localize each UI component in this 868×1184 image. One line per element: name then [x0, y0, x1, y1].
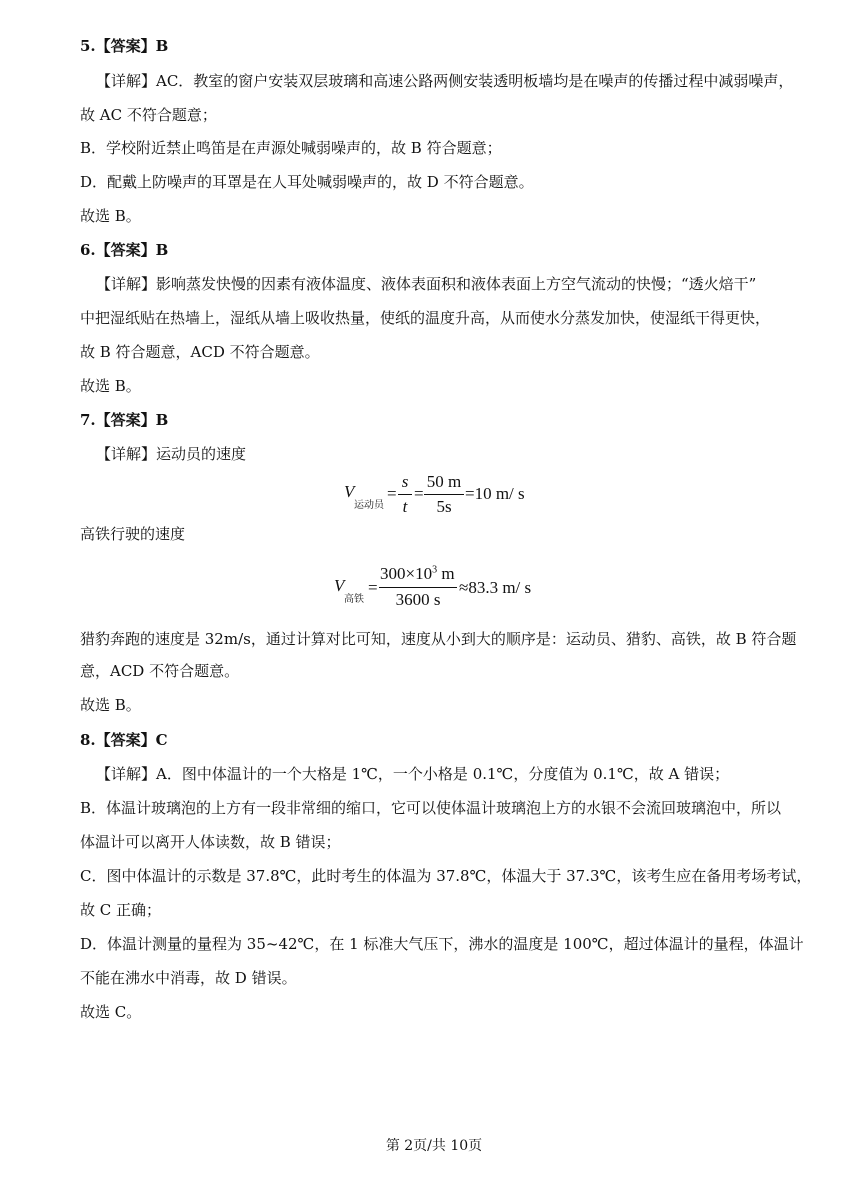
formula1-result: =10 m/ s [465, 484, 525, 503]
q5-line-4: D．配戴上防噪声的耳罩是在人耳处喊弱噪声的，故 D 不符合题意。 [80, 173, 534, 191]
formula1-den-t: t [402, 497, 408, 516]
q5-line-5: 故选 B。 [80, 207, 141, 225]
formula2-subscript: 高铁 [344, 594, 364, 605]
q7-answer: 7.【答案】B [80, 411, 169, 429]
q8-detail: 【详解】A．图中体温计的一个大格是 1℃，一个小格是 0.1℃，分度值为 0.1℃，故 A 错误； [96, 765, 730, 783]
formula1-subscript: 运动员 [354, 500, 384, 511]
q8-line-4: C．图中体温计的示数是 37.8℃，此时考生的体温为 37.8℃，体温大于 37.3℃，该考生应在备用考场考试， [80, 867, 812, 885]
q5-line-2: 故 AC 不符合题意； [80, 106, 217, 124]
formula2-eq1: = [368, 578, 378, 597]
q5-detail: 【详解】AC．教室的窗户安装双层玻璃和高速公路两侧安装透明板墙均是在噪声的传播过程中减弱噪声， [96, 72, 794, 90]
formula2-num-base: 300×10 [380, 564, 433, 583]
page-number-footer: 第 2页/共 10页 [385, 1138, 483, 1154]
q6-detail: 【详解】影响蒸发快慢的因素有液体温度、液体表面积和液体表面上方空气流动的快慢；“透火焙干” [96, 275, 757, 293]
formula1-den: 5s [436, 497, 452, 516]
formula2-num-exp: 3 [432, 564, 438, 576]
formula1-bar-b [424, 494, 464, 495]
formula2-v: V [334, 576, 345, 595]
formula2-num [380, 564, 455, 584]
q6-line-4: 故选 B。 [80, 377, 141, 395]
formula1-bar-a [398, 494, 412, 495]
q6-line-3: 故 B 符合题意，ACD 不符合题意。 [80, 343, 320, 361]
formula1-eq1: = [387, 484, 397, 503]
q5-line-3: B．学校附近禁止鸣笛是在声源处喊弱噪声的，故 B 符合题意； [80, 139, 502, 157]
q7-detail: 【详解】运动员的速度 [96, 445, 247, 463]
q5-answer: 5.【答案】B [80, 37, 169, 55]
formula2-result: ≈83.3 m/ s [459, 578, 532, 597]
q6-answer: 6.【答案】B [80, 241, 169, 259]
q7-line-4: 意，ACD 不符合题意。 [80, 662, 240, 680]
q8-line-7: 不能在沸水中消毒，故 D 错误。 [80, 969, 297, 987]
formula1-v: V [344, 482, 355, 501]
formula1-num: 50 m [426, 472, 462, 491]
q8-line-8: 故选 C。 [80, 1003, 142, 1021]
q8-answer: 8.【答案】C [80, 731, 168, 749]
formula2-bar [379, 587, 457, 588]
q8-line-6: D．体温计测量的量程为 35~42℃，在 1 标准大气压下，沸水的温度是 100℃，超过体温计的量程，体温计 [80, 935, 804, 953]
q8-line-2: B．体温计玻璃泡的上方有一段非常细的缩口，它可以使体温计玻璃泡上方的水银不会流回玻璃泡中，所以 [80, 799, 782, 817]
q7-line-3: 猎豹奔跑的速度是 32m/s，通过计算对比可知，速度从小到大的顺序是：运动员、猎豹、高铁，故 B 符合题 [80, 630, 797, 648]
q8-line-5: 故 C 正确； [80, 901, 162, 919]
q6-line-2: 中把湿纸贴在热墙上，湿纸从墙上吸收热量，使纸的温度升高，从而使水分蒸发加快，使湿纸干得更快， [80, 309, 771, 327]
q7-line-2: 高铁行驶的速度 [80, 525, 186, 543]
q7-line-5: 故选 B。 [80, 696, 141, 714]
formula1-eq2: = [414, 484, 424, 503]
formula1-num-s: s [401, 472, 409, 491]
formula2-num-unit: m [441, 564, 455, 583]
formula2-den: 3600 s [395, 590, 441, 609]
q8-line-3: 体温计可以离开人体读数，故 B 错误； [80, 833, 341, 851]
